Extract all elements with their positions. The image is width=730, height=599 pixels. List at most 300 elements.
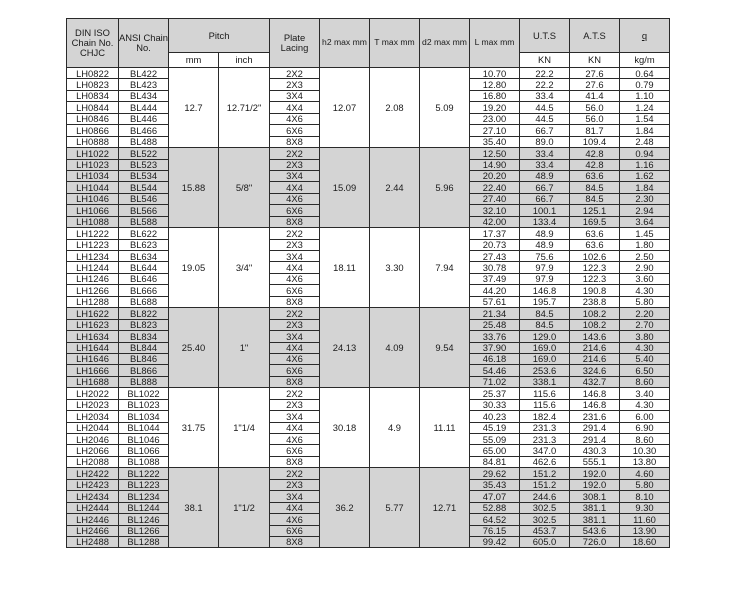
lacing-cell: 8X8 xyxy=(270,376,320,387)
t-cell: 2.08 xyxy=(370,68,420,148)
lacing-cell: 2X3 xyxy=(270,479,320,490)
lacing-cell: 3X4 xyxy=(270,251,320,262)
t-cell: 3.30 xyxy=(370,228,420,308)
din-cell: LH2488 xyxy=(67,536,119,547)
l-cell: 30.78 xyxy=(470,262,520,273)
l-cell: 76.15 xyxy=(470,525,520,536)
q-cell: 1.45 xyxy=(620,228,670,239)
l-cell: 25.37 xyxy=(470,388,520,399)
lacing-cell: 6X6 xyxy=(270,525,320,536)
uts-cell: 169.0 xyxy=(520,342,570,353)
ats-cell: 42.8 xyxy=(570,159,620,170)
l-cell: 16.80 xyxy=(470,90,520,101)
lacing-cell: 4X4 xyxy=(270,102,320,113)
q-cell: 8.10 xyxy=(620,491,670,502)
ats-cell: 190.8 xyxy=(570,285,620,296)
ats-cell: 63.6 xyxy=(570,170,620,181)
l-cell: 12.50 xyxy=(470,148,520,159)
din-cell: LH2466 xyxy=(67,525,119,536)
spec-table-container xyxy=(66,18,670,548)
l-cell: 30.33 xyxy=(470,399,520,410)
l-cell: 12.80 xyxy=(470,79,520,90)
din-cell: LH1246 xyxy=(67,273,119,284)
uts-cell: 97.9 xyxy=(520,262,570,273)
q-cell: 5.80 xyxy=(620,296,670,307)
lacing-cell: 2X3 xyxy=(270,319,320,330)
l-cell: 37.49 xyxy=(470,273,520,284)
l-cell: 35.43 xyxy=(470,479,520,490)
ats-cell: 308.1 xyxy=(570,491,620,502)
pitch-inch-cell: 1"1/2 xyxy=(219,468,270,548)
ats-cell: 109.4 xyxy=(570,136,620,147)
ats-cell: 555.1 xyxy=(570,456,620,467)
din-cell: LH0844 xyxy=(67,102,119,113)
ansi-cell: BL1034 xyxy=(119,411,169,422)
ansi-cell: BL466 xyxy=(119,125,169,136)
l-cell: 46.18 xyxy=(470,353,520,364)
lacing-cell: 8X8 xyxy=(270,456,320,467)
din-cell: LH0846 xyxy=(67,113,119,124)
ansi-cell: BL488 xyxy=(119,136,169,147)
uts-cell: 133.4 xyxy=(520,216,570,227)
ansi-cell: BL444 xyxy=(119,102,169,113)
h2-cell: 30.18 xyxy=(320,388,370,468)
l-cell: 47.07 xyxy=(470,491,520,502)
ansi-cell: BL534 xyxy=(119,170,169,181)
din-cell: LH2044 xyxy=(67,422,119,433)
ansi-cell: BL622 xyxy=(119,228,169,239)
ansi-cell: BL1246 xyxy=(119,514,169,525)
din-cell: LH1666 xyxy=(67,365,119,376)
lacing-cell: 2X3 xyxy=(270,79,320,90)
ansi-cell: BL546 xyxy=(119,193,169,204)
q-cell: 13.90 xyxy=(620,525,670,536)
ats-cell: 63.6 xyxy=(570,228,620,239)
uts-cell: 146.8 xyxy=(520,285,570,296)
din-cell: LH1634 xyxy=(67,331,119,342)
uts-cell: 97.9 xyxy=(520,273,570,284)
ansi-cell: BL688 xyxy=(119,296,169,307)
ansi-cell: BL1022 xyxy=(119,388,169,399)
ansi-cell: BL1088 xyxy=(119,456,169,467)
ats-cell: 122.3 xyxy=(570,262,620,273)
uts-cell: 253.6 xyxy=(520,365,570,376)
uts-cell: 182.4 xyxy=(520,411,570,422)
q-cell: 9.30 xyxy=(620,502,670,513)
uts-cell: 462.6 xyxy=(520,456,570,467)
ansi-cell: BL822 xyxy=(119,308,169,319)
ansi-cell: BL1222 xyxy=(119,468,169,479)
uts-cell: 48.9 xyxy=(520,239,570,250)
q-cell: 6.50 xyxy=(620,365,670,376)
uts-cell: 347.0 xyxy=(520,445,570,456)
lacing-cell: 6X6 xyxy=(270,285,320,296)
lacing-cell: 2X3 xyxy=(270,159,320,170)
lacing-cell: 3X4 xyxy=(270,90,320,101)
q-cell: 2.50 xyxy=(620,251,670,262)
lacing-cell: 4X6 xyxy=(270,273,320,284)
q-cell: 2.20 xyxy=(620,308,670,319)
q-cell: 2.48 xyxy=(620,136,670,147)
d2-cell: 12.71 xyxy=(420,468,470,548)
din-cell: LH1066 xyxy=(67,205,119,216)
q-cell: 0.94 xyxy=(620,148,670,159)
uts-cell: 195.7 xyxy=(520,296,570,307)
lacing-cell: 6X6 xyxy=(270,125,320,136)
ansi-cell: BL834 xyxy=(119,331,169,342)
t-cell: 2.44 xyxy=(370,148,420,228)
uts-cell: 44.5 xyxy=(520,113,570,124)
ansi-cell: BL634 xyxy=(119,251,169,262)
din-cell: LH1688 xyxy=(67,376,119,387)
ats-cell: 231.6 xyxy=(570,411,620,422)
uts-cell: 66.7 xyxy=(520,125,570,136)
ansi-cell: BL522 xyxy=(119,148,169,159)
din-cell: LH1623 xyxy=(67,319,119,330)
din-cell: LH2422 xyxy=(67,468,119,479)
uts-cell: 453.7 xyxy=(520,525,570,536)
l-cell: 32.10 xyxy=(470,205,520,216)
d2-cell: 7.94 xyxy=(420,228,470,308)
l-cell: 52.88 xyxy=(470,502,520,513)
ansi-cell: BL644 xyxy=(119,262,169,273)
din-cell: LH1646 xyxy=(67,353,119,364)
din-cell: LH1044 xyxy=(67,182,119,193)
din-cell: LH0834 xyxy=(67,90,119,101)
table-row xyxy=(67,388,670,399)
din-cell: LH1644 xyxy=(67,342,119,353)
header-pitch-mm: mm xyxy=(169,53,219,68)
ats-cell: 146.8 xyxy=(570,388,620,399)
q-cell: 2.30 xyxy=(620,193,670,204)
din-cell: LH2023 xyxy=(67,399,119,410)
ats-cell: 169.5 xyxy=(570,216,620,227)
q-cell: 1.16 xyxy=(620,159,670,170)
ansi-cell: BL846 xyxy=(119,353,169,364)
pitch-inch-cell: 12.71/2" xyxy=(219,68,270,148)
ats-cell: 122.3 xyxy=(570,273,620,284)
l-cell: 25.48 xyxy=(470,319,520,330)
ats-cell: 146.8 xyxy=(570,399,620,410)
table-row xyxy=(67,68,670,79)
ats-cell: 192.0 xyxy=(570,468,620,479)
lacing-cell: 4X6 xyxy=(270,434,320,445)
d2-cell: 5.96 xyxy=(420,148,470,228)
din-cell: LH0822 xyxy=(67,68,119,79)
h2-cell: 15.09 xyxy=(320,148,370,228)
l-cell: 64.52 xyxy=(470,514,520,525)
uts-cell: 605.0 xyxy=(520,536,570,547)
ats-cell: 27.6 xyxy=(570,68,620,79)
l-cell: 33.76 xyxy=(470,331,520,342)
header-ats-unit: KN xyxy=(570,53,620,68)
din-cell: LH2088 xyxy=(67,456,119,467)
q-cell: 1.62 xyxy=(620,170,670,181)
l-cell: 71.02 xyxy=(470,376,520,387)
ansi-cell: BL1288 xyxy=(119,536,169,547)
lacing-cell: 8X8 xyxy=(270,216,320,227)
q-cell: 4.30 xyxy=(620,285,670,296)
l-cell: 29.62 xyxy=(470,468,520,479)
l-cell: 17.37 xyxy=(470,228,520,239)
q-cell: 3.60 xyxy=(620,273,670,284)
ats-cell: 214.6 xyxy=(570,342,620,353)
table-row xyxy=(67,468,670,479)
t-cell: 4.09 xyxy=(370,308,420,388)
q-cell: 1.80 xyxy=(620,239,670,250)
uts-cell: 129.0 xyxy=(520,331,570,342)
din-cell: LH1288 xyxy=(67,296,119,307)
q-cell: 13.80 xyxy=(620,456,670,467)
chain-spec-table xyxy=(66,18,670,548)
ats-cell: 102.6 xyxy=(570,251,620,262)
ats-cell: 42.8 xyxy=(570,148,620,159)
din-cell: LH1622 xyxy=(67,308,119,319)
ansi-cell: BL544 xyxy=(119,182,169,193)
ats-cell: 56.0 xyxy=(570,102,620,113)
lacing-cell: 4X6 xyxy=(270,514,320,525)
l-cell: 54.46 xyxy=(470,365,520,376)
q-cell: 6.90 xyxy=(620,422,670,433)
din-cell: LH0888 xyxy=(67,136,119,147)
lacing-cell: 2X2 xyxy=(270,388,320,399)
pitch-mm-cell: 31.75 xyxy=(169,388,219,468)
ansi-cell: BL844 xyxy=(119,342,169,353)
din-cell: LH1046 xyxy=(67,193,119,204)
q-cell: 11.60 xyxy=(620,514,670,525)
q-cell: 2.90 xyxy=(620,262,670,273)
ats-cell: 143.6 xyxy=(570,331,620,342)
ansi-cell: BL646 xyxy=(119,273,169,284)
ats-cell: 381.1 xyxy=(570,514,620,525)
uts-cell: 48.9 xyxy=(520,228,570,239)
l-cell: 57.61 xyxy=(470,296,520,307)
ats-cell: 192.0 xyxy=(570,479,620,490)
ats-cell: 63.6 xyxy=(570,239,620,250)
q-cell: 2.94 xyxy=(620,205,670,216)
uts-cell: 231.3 xyxy=(520,434,570,445)
ats-cell: 56.0 xyxy=(570,113,620,124)
lacing-cell: 2X2 xyxy=(270,228,320,239)
l-cell: 27.40 xyxy=(470,193,520,204)
ats-cell: 543.6 xyxy=(570,525,620,536)
table-row xyxy=(67,228,670,239)
din-cell: LH1223 xyxy=(67,239,119,250)
ansi-cell: BL434 xyxy=(119,90,169,101)
ats-cell: 430.3 xyxy=(570,445,620,456)
l-cell: 65.00 xyxy=(470,445,520,456)
q-cell: 1.24 xyxy=(620,102,670,113)
header-ats: A.T.S xyxy=(570,19,620,53)
ansi-cell: BL588 xyxy=(119,216,169,227)
lacing-cell: 4X4 xyxy=(270,262,320,273)
din-cell: LH1266 xyxy=(67,285,119,296)
table-row xyxy=(67,148,670,159)
h2-cell: 18.11 xyxy=(320,228,370,308)
ansi-cell: BL566 xyxy=(119,205,169,216)
lacing-cell: 4X4 xyxy=(270,422,320,433)
ansi-cell: BL523 xyxy=(119,159,169,170)
din-cell: LH1088 xyxy=(67,216,119,227)
t-cell: 5.77 xyxy=(370,468,420,548)
lacing-cell: 2X2 xyxy=(270,468,320,479)
din-cell: LH2022 xyxy=(67,388,119,399)
l-cell: 99.42 xyxy=(470,536,520,547)
din-cell: LH0823 xyxy=(67,79,119,90)
ansi-cell: BL422 xyxy=(119,68,169,79)
din-cell: LH1222 xyxy=(67,228,119,239)
ats-cell: 214.6 xyxy=(570,353,620,364)
h2-cell: 36.2 xyxy=(320,468,370,548)
ansi-cell: BL666 xyxy=(119,285,169,296)
lacing-cell: 3X4 xyxy=(270,170,320,181)
ansi-cell: BL888 xyxy=(119,376,169,387)
uts-cell: 302.5 xyxy=(520,514,570,525)
lacing-cell: 6X6 xyxy=(270,205,320,216)
lacing-cell: 4X6 xyxy=(270,113,320,124)
q-cell: 0.64 xyxy=(620,68,670,79)
lacing-cell: 4X6 xyxy=(270,353,320,364)
ats-cell: 238.8 xyxy=(570,296,620,307)
pitch-inch-cell: 1" xyxy=(219,308,270,388)
pitch-mm-cell: 12.7 xyxy=(169,68,219,148)
lacing-cell: 2X2 xyxy=(270,148,320,159)
ansi-cell: BL446 xyxy=(119,113,169,124)
pitch-inch-cell: 1"1/4 xyxy=(219,388,270,468)
ansi-cell: BL866 xyxy=(119,365,169,376)
q-cell: 18.60 xyxy=(620,536,670,547)
uts-cell: 100.1 xyxy=(520,205,570,216)
header-t: T max mm xyxy=(370,19,420,68)
l-cell: 21.34 xyxy=(470,308,520,319)
q-cell: 2.70 xyxy=(620,319,670,330)
lacing-cell: 4X4 xyxy=(270,182,320,193)
pitch-mm-cell: 25.40 xyxy=(169,308,219,388)
ats-cell: 27.6 xyxy=(570,79,620,90)
din-cell: LH2423 xyxy=(67,479,119,490)
lacing-cell: 8X8 xyxy=(270,296,320,307)
pitch-mm-cell: 19.05 xyxy=(169,228,219,308)
q-cell: 3.80 xyxy=(620,331,670,342)
header-h2: h2 max mm xyxy=(320,19,370,68)
l-cell: 45.19 xyxy=(470,422,520,433)
ats-cell: 108.2 xyxy=(570,308,620,319)
ats-cell: 291.4 xyxy=(570,434,620,445)
din-cell: LH2446 xyxy=(67,514,119,525)
ats-cell: 432.7 xyxy=(570,376,620,387)
lacing-cell: 8X8 xyxy=(270,536,320,547)
table-body xyxy=(67,68,670,548)
ansi-cell: BL623 xyxy=(119,239,169,250)
pitch-mm-cell: 38.1 xyxy=(169,468,219,548)
header-pitch: Pitch xyxy=(169,19,270,53)
ats-cell: 324.6 xyxy=(570,365,620,376)
l-cell: 27.43 xyxy=(470,251,520,262)
lacing-cell: 3X4 xyxy=(270,331,320,342)
lacing-cell: 3X4 xyxy=(270,411,320,422)
uts-cell: 115.6 xyxy=(520,388,570,399)
uts-cell: 33.4 xyxy=(520,148,570,159)
q-cell: 1.84 xyxy=(620,182,670,193)
uts-cell: 89.0 xyxy=(520,136,570,147)
header-ansi: ANSI Chain No. xyxy=(119,19,169,68)
l-cell: 20.20 xyxy=(470,170,520,181)
header-uts: U.T.S xyxy=(520,19,570,53)
h2-cell: 24.13 xyxy=(320,308,370,388)
q-cell: 8.60 xyxy=(620,376,670,387)
ansi-cell: BL823 xyxy=(119,319,169,330)
din-cell: LH1234 xyxy=(67,251,119,262)
q-cell: 10.30 xyxy=(620,445,670,456)
ats-cell: 108.2 xyxy=(570,319,620,330)
din-cell: LH2434 xyxy=(67,491,119,502)
ats-cell: 291.4 xyxy=(570,422,620,433)
lacing-cell: 8X8 xyxy=(270,136,320,147)
uts-cell: 22.2 xyxy=(520,79,570,90)
h2-cell: 12.07 xyxy=(320,68,370,148)
l-cell: 37.90 xyxy=(470,342,520,353)
uts-cell: 231.3 xyxy=(520,422,570,433)
lacing-cell: 6X6 xyxy=(270,445,320,456)
uts-cell: 84.5 xyxy=(520,308,570,319)
header-d2: d2 max mm xyxy=(420,19,470,68)
lacing-cell: 4X4 xyxy=(270,342,320,353)
lacing-cell: 2X3 xyxy=(270,399,320,410)
q-cell: 5.40 xyxy=(620,353,670,364)
uts-cell: 22.2 xyxy=(520,68,570,79)
lacing-cell: 4X6 xyxy=(270,193,320,204)
ansi-cell: BL1223 xyxy=(119,479,169,490)
header-plate-lacing: Plate Lacing xyxy=(270,19,320,68)
q-cell: 5.80 xyxy=(620,479,670,490)
uts-cell: 44.5 xyxy=(520,102,570,113)
ansi-cell: BL1244 xyxy=(119,502,169,513)
header-uts-unit: KN xyxy=(520,53,570,68)
l-cell: 35.40 xyxy=(470,136,520,147)
ats-cell: 381.1 xyxy=(570,502,620,513)
din-cell: LH0866 xyxy=(67,125,119,136)
l-cell: 55.09 xyxy=(470,434,520,445)
lacing-cell: 4X4 xyxy=(270,502,320,513)
l-cell: 84.81 xyxy=(470,456,520,467)
d2-cell: 9.54 xyxy=(420,308,470,388)
q-cell: 4.60 xyxy=(620,468,670,479)
ats-cell: 81.7 xyxy=(570,125,620,136)
pitch-inch-cell: 3/4" xyxy=(219,228,270,308)
ansi-cell: BL1046 xyxy=(119,434,169,445)
ats-cell: 84.5 xyxy=(570,193,620,204)
uts-cell: 84.5 xyxy=(520,319,570,330)
l-cell: 14.90 xyxy=(470,159,520,170)
lacing-cell: 6X6 xyxy=(270,365,320,376)
ansi-cell: BL423 xyxy=(119,79,169,90)
din-cell: LH1034 xyxy=(67,170,119,181)
q-cell: 1.54 xyxy=(620,113,670,124)
header-l: L max mm xyxy=(470,19,520,68)
d2-cell: 11.11 xyxy=(420,388,470,468)
uts-cell: 151.2 xyxy=(520,479,570,490)
din-cell: LH1023 xyxy=(67,159,119,170)
pitch-mm-cell: 15.88 xyxy=(169,148,219,228)
l-cell: 19.20 xyxy=(470,102,520,113)
l-cell: 20.73 xyxy=(470,239,520,250)
l-cell: 44.20 xyxy=(470,285,520,296)
header-din: DIN ISO Chain No. CHJC xyxy=(67,19,119,68)
l-cell: 42.00 xyxy=(470,216,520,227)
ats-cell: 41.4 xyxy=(570,90,620,101)
din-cell: LH1244 xyxy=(67,262,119,273)
din-cell: LH1022 xyxy=(67,148,119,159)
